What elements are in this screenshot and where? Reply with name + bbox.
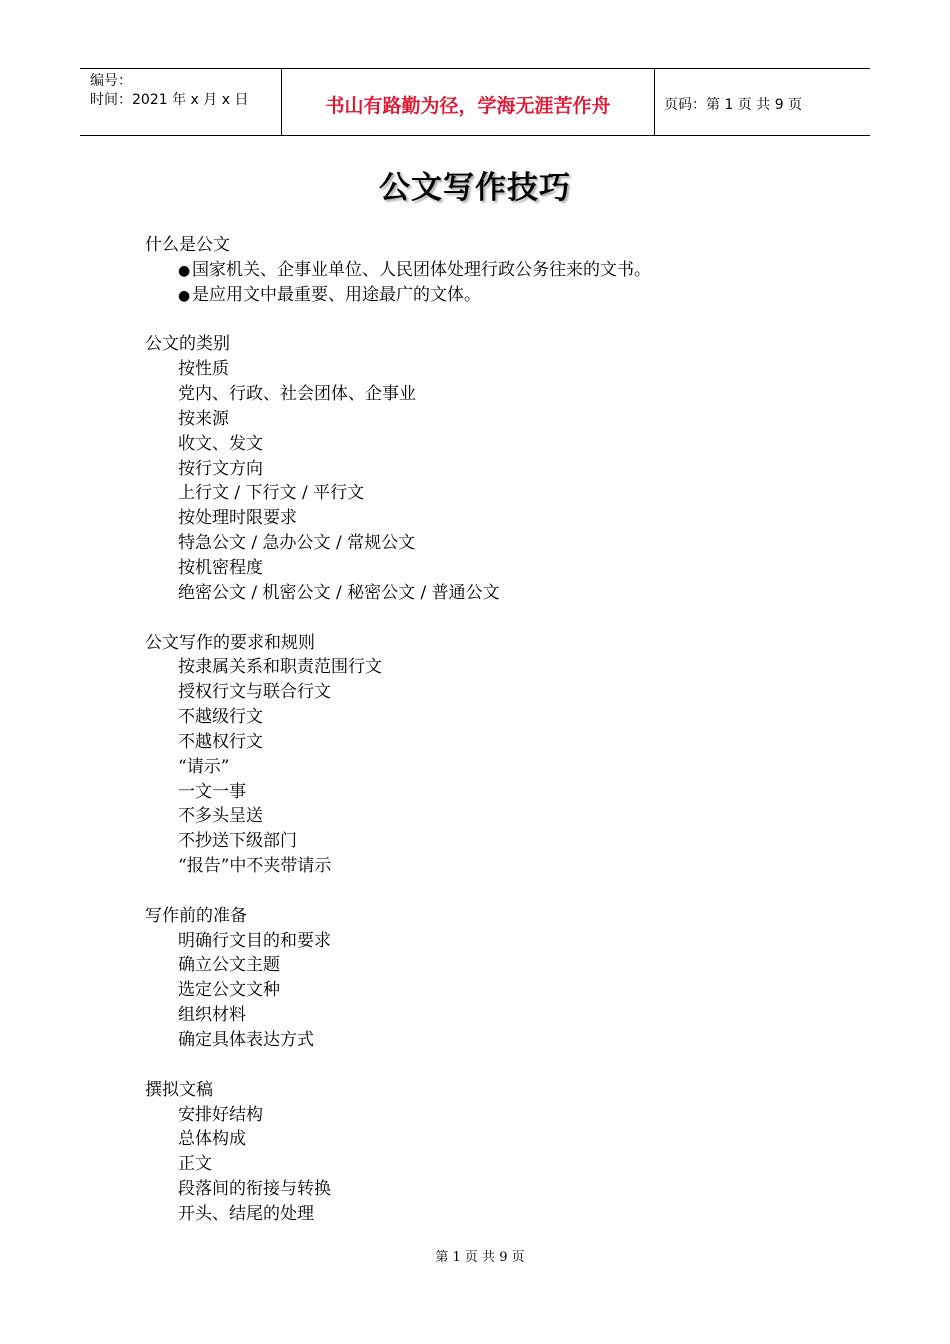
list-item: 不多头呈送 <box>178 806 263 827</box>
list-item: 按机密程度 <box>178 557 263 578</box>
list-item: 党内、行政、社会团体、企事业 <box>178 384 416 405</box>
list-item: 段落间的衔接与转换 <box>178 1179 331 1200</box>
list-item: 一文一事 <box>178 781 246 802</box>
document-title: 公文写作技巧 <box>379 170 571 206</box>
header-page-code: 页码：第 1 页 共 9 页 <box>664 97 803 113</box>
list-item: 按来源 <box>178 408 229 429</box>
header-meta <box>80 69 282 135</box>
list-item: “报告”中不夹带请示 <box>178 856 332 877</box>
header-time-label: 时间：2021 年 x 月 x 日 <box>90 92 249 108</box>
spacer <box>145 308 845 333</box>
list-item: 确定具体表达方式 <box>178 1030 314 1050</box>
list-item: 总体构成 <box>178 1129 246 1150</box>
list-item: 绝密公文 / 机密公文 / 秘密公文 / 普通公文 <box>178 582 500 603</box>
list-item: 收文、发文 <box>178 433 263 454</box>
spacer <box>145 1053 845 1078</box>
bullet-text: 是应用文中最重要、用途最广的文体。 <box>192 284 481 305</box>
page-header <box>80 68 870 136</box>
list-item: 不越级行文 <box>178 707 263 728</box>
list-item: 组织材料 <box>178 1005 246 1026</box>
section-heading: 什么是公文 <box>145 235 230 255</box>
list-item: 按隶属关系和职责范围行文 <box>178 657 382 678</box>
section-heading: 公文写作的要求和规则 <box>145 632 315 653</box>
spacer <box>145 606 845 631</box>
list-item: 确立公文主题 <box>178 955 280 976</box>
document-body <box>145 233 845 1227</box>
bullet-dot-icon: ● <box>178 287 191 304</box>
list-item: 选定公文文种 <box>178 980 280 1001</box>
list-item: 不抄送下级部门 <box>178 831 297 852</box>
bullet-item <box>145 258 845 283</box>
list-item: “请示” <box>178 756 230 777</box>
list-item: 正文 <box>178 1154 212 1175</box>
header-motto: 书山有路勤为径，学海无涯苦作舟 <box>281 69 655 135</box>
list-item: 授权行文与联合行文 <box>178 682 331 703</box>
spacer <box>145 879 845 904</box>
bullet-text: 国家机关、企事业单位、人民团体处理行政公务往来的文书。 <box>192 259 651 280</box>
header-number-label: 编号： <box>90 73 132 89</box>
section-heading: 公文的类别 <box>145 334 230 355</box>
list-item: 开头、结尾的处理 <box>178 1203 314 1224</box>
list-item: 上行文 / 下行文 / 平行文 <box>178 483 365 504</box>
page-footer: 第 1 页 共 9 页 <box>435 1250 525 1265</box>
section-heading: 写作前的准备 <box>145 905 247 926</box>
list-item: 明确行文目的和要求 <box>178 930 331 951</box>
list-item: 按处理时限要求 <box>178 508 297 529</box>
list-item: 不越权行文 <box>178 731 263 752</box>
list-item: 按行文方向 <box>178 458 263 479</box>
section-heading: 撰拟文稿 <box>145 1079 213 1100</box>
list-item: 安排好结构 <box>178 1104 263 1125</box>
bullet-item <box>145 283 845 308</box>
bullet-dot-icon: ● <box>178 262 191 279</box>
list-item: 按性质 <box>178 359 229 380</box>
list-item: 特急公文 / 急办公文 / 常规公文 <box>178 533 416 554</box>
